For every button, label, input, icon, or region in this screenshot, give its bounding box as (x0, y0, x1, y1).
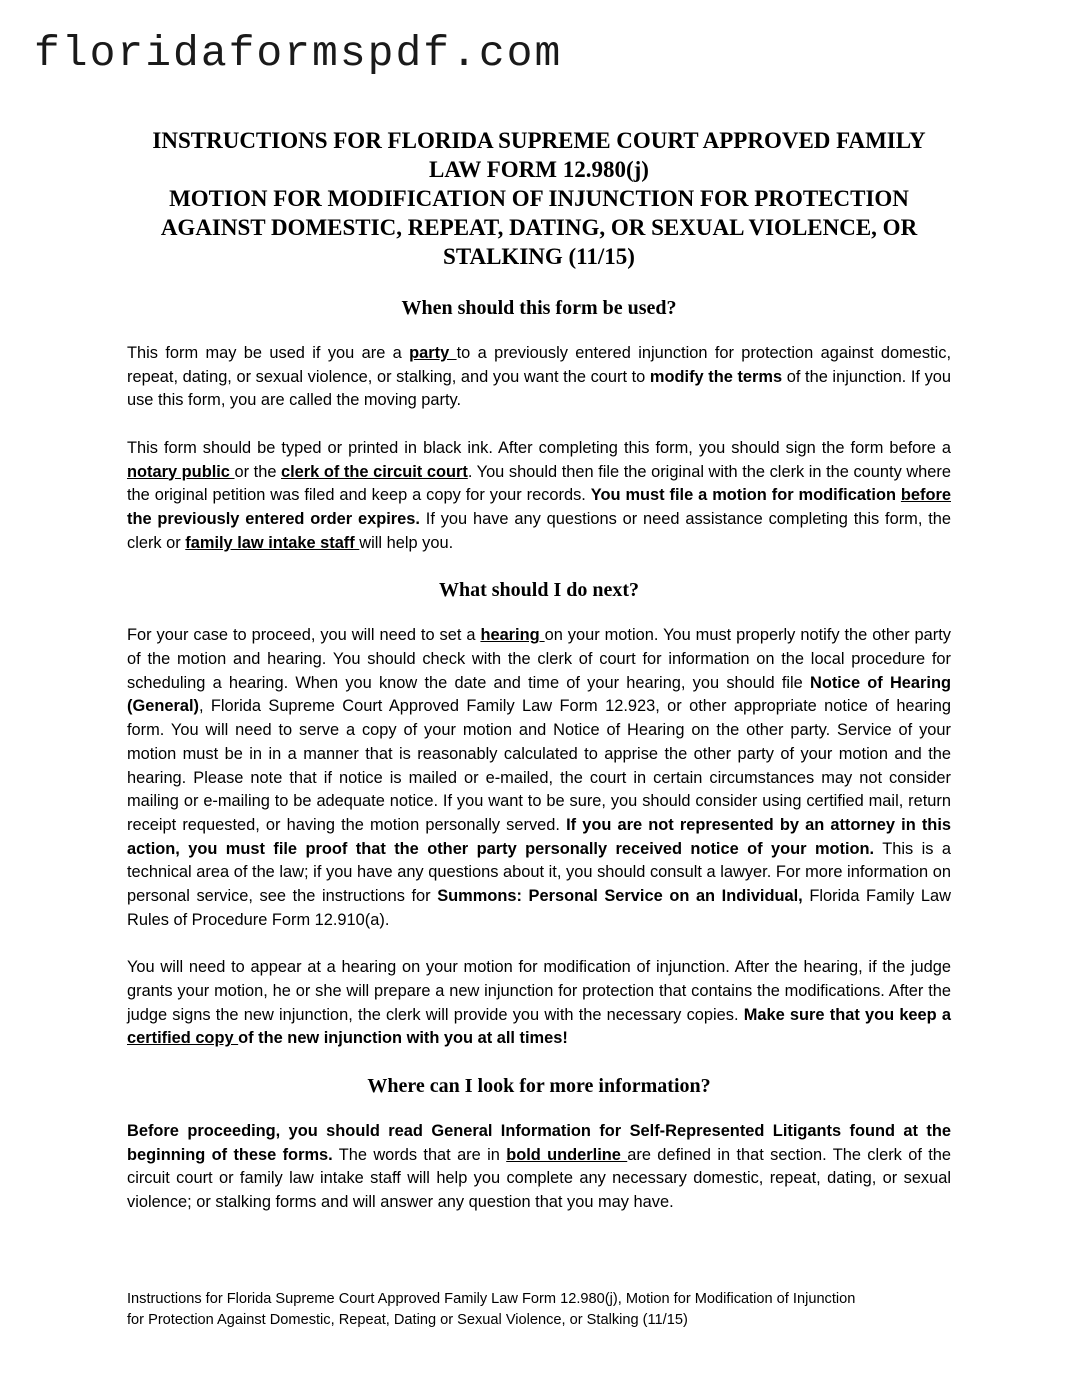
footer-line: for Protection Against Domestic, Repeat, Dating or Sexual Violence, or Stalking (11/15) (127, 1312, 688, 1328)
title-line: LAW FORM 12.980(j) (429, 157, 649, 182)
section-heading-when: When should this form be used? (401, 297, 677, 319)
title-line: MOTION FOR MODIFICATION OF INJUNCTION FOR PROTECTION (169, 186, 909, 211)
term-before: before (900, 486, 951, 505)
term-party: party (409, 344, 457, 362)
title-line: INSTRUCTIONS FOR FLORIDA SUPREME COURT APPROVED FAMILY (152, 128, 926, 153)
paragraph-next-1: For your case to proceed, you will need to set a hearing on your motion. You must properly notify the other party of the motion and hearing. You should check with the clerk of court for information on the local procedure for scheduling a hearing. When you know the date and time of your hearing, you should file Notice of Hearing (General), Florida Supreme Court Approved Family Law Form 12.923, or other appropriate notice of hearing form. You will need to serve a copy of your motion and Notice of Hearing on the other party. Service of your motion must be in in a manner that is reasonably calculated to apprise the other party of your motion and the hearing. Please note that if notice is mailed or e-mailed, the court in certain circumstances may not consider mailing or e-mailing to be adequate notice. If you want to be sure, you should consider using certified mail, return receipt requested, or having the motion personally served. If you are not represented by an attorney in this action, you must file proof that the other party personally received notice of your motion. This is a technical area of the law; if you have any questions about it, you should consult a lawyer. For more information on personal service, see the instructions for Summons: Personal Service on an Individual, Florida Family Law Rules of Procedure Form 12.910(a). (127, 626, 951, 929)
page-footer (127, 1289, 957, 1331)
term-hearing: hearing (480, 626, 545, 645)
section-heading-more-info: Where can I look for more information? (367, 1074, 711, 1097)
term-notary-public: notary public (127, 462, 235, 481)
paragraph-next-2: You will need to appear at a hearing on your motion for modification of injunction. After the hearing, if the judge grants your motion, he or she will prepare a new injunction for protection that contains the modifications. After the judge signs the new injunction, the clerk will provide you with the necessary copies. Make sure that you keep a certified copy of the new injunction with you at all times! (127, 958, 951, 1048)
paragraph-when-1: This form may be used if you are a party to a previously entered injunction for protection against domestic, repeat, dating, or sexual violence, or stalking, and you want the court to modify the terms of the injunction. If you use this form, you are called the moving party. (127, 344, 952, 410)
watermark: floridaformspdf.com (34, 29, 563, 78)
term-family-law-intake-staff: family law intake staff (185, 533, 360, 552)
term-bold-underline: bold underline (506, 1145, 628, 1164)
document-title (127, 126, 951, 271)
section-heading-next: What should I do next? (438, 579, 640, 602)
title-line: AGAINST DOMESTIC, REPEAT, DATING, OR SEXUAL VIOLENCE, OR (160, 215, 918, 240)
title-line: STALKING (11/15) (443, 244, 635, 269)
term-clerk-of-circuit-court: clerk of the circuit court (281, 462, 468, 481)
paragraph-when-2: This form should be typed or printed in black ink. After completing this form, you should sign the form before a notary public or the clerk of the circuit court. You should then file the original with the clerk in the county where the original petition was filed and keep a copy for your records. You must file a motion for modification before the previously entered order expires. If you have any questions or need assistance completing this form, the clerk or family law intake staff will help you. (127, 438, 951, 552)
paragraph-more-info-1: Before proceeding, you should read General Information for Self-Represented Litigants found at the beginning of these forms. The words that are in bold underline are defined in that section. The clerk of the circuit court or family law intake staff will help you complete any necessary domestic, repeat, dating, or sexual violence; or stalking forms and will answer any question that you may have. (127, 1121, 952, 1212)
term-certified-copy: certified copy (127, 1029, 239, 1048)
footer-line: Instructions for Florida Supreme Court Approved Family Law Form 12.980(j), Motion for Modification of Injunction (127, 1291, 856, 1307)
document-page (127, 126, 951, 1215)
